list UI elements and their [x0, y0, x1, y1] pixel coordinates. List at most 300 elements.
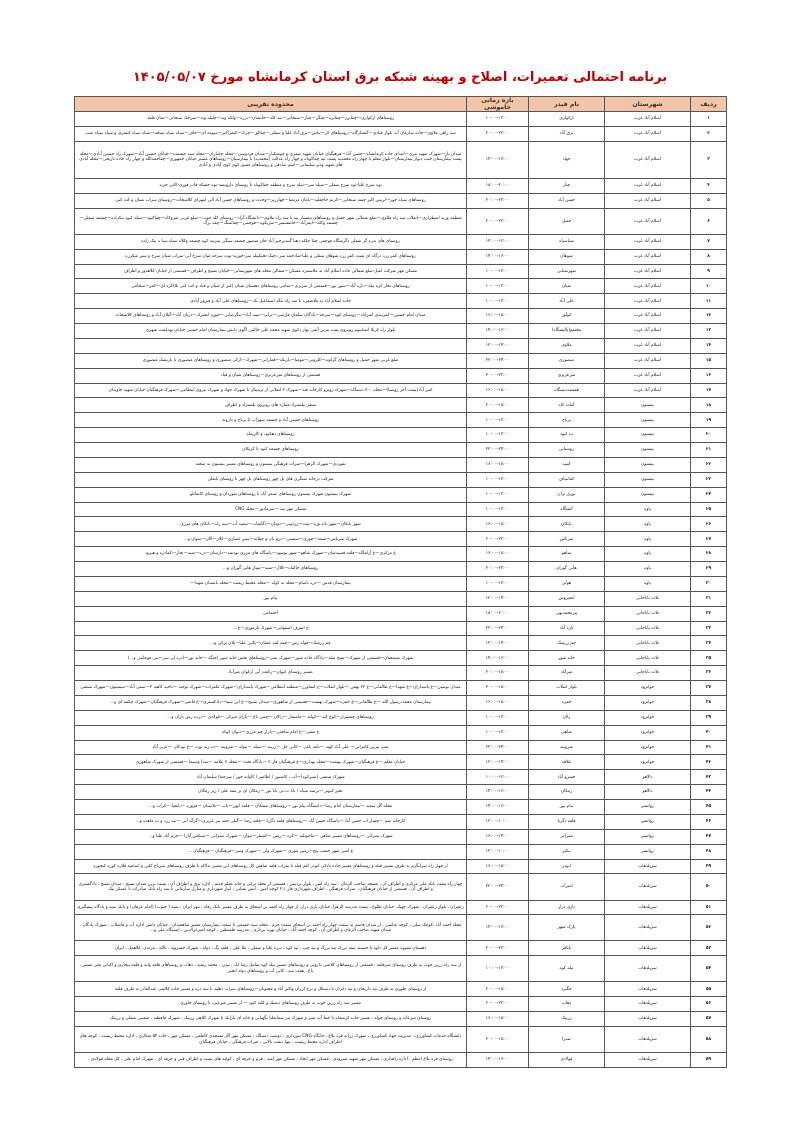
- cell-row: ۱۱: [691, 294, 727, 309]
- cell-feeder: کمانیباف: [529, 472, 605, 487]
- table-row: [75, 829, 727, 844]
- cell-feeder: میرعزیزی: [529, 368, 605, 383]
- cell-city: سرپلذهاب: [605, 915, 691, 941]
- cell-area: مسیر سه راه زرین جوب به طرف روستاهای دستک و کلیه کبود — از مسیر میرعبرد تا روستای جاوری: [75, 997, 467, 1012]
- cell-area: شهرک نصراتی —روستاهای مسیر شاهی —ماخونلیه —کره —ریس —کمنتئر—نیوان —شهرک نصراتی —سبکس آبارا —خرم آباد علیا و...: [75, 829, 467, 844]
- outage-schedule-table: [74, 96, 727, 1068]
- cell-area: محله گل سفید —بیمارستان امام رضا—دانشگاه پیام نور —روستاهای مشکان —قلعه ابهن—باب —بلاسنان —قروزه —بابجیا —کراب و...: [75, 800, 467, 815]
- cell-city: پاوه: [605, 502, 691, 517]
- cell-city: پاوه: [605, 576, 691, 591]
- cell-area: زعفران ، بلوار زعفران ، شهرک چهیاد، خیابان طلوع ، پست مدرسه الزهرا، خیابان بازی دراز، از چهار راه احمد بن اسحاق به طرف مسیر بانک رفاه ، مهر ایران ، سپه ( جنوب) (امام عرفان) و بانک سپه و پادگاه پیشگیری: [75, 900, 467, 915]
- cell-city: دالاهو: [605, 770, 691, 785]
- table-row: [75, 264, 727, 279]
- cell-time: ۱۰:۰۰–۱۲:۰۰: [467, 413, 529, 428]
- table-row: [75, 956, 727, 982]
- cell-city: سرپلذهاب: [605, 1053, 691, 1068]
- cell-time: ۱۲:۰۰–۱۴:۰۰: [467, 338, 529, 353]
- cell-time: ۲۰:۰۰–۲۲:۰۰: [467, 193, 529, 208]
- header-row-number: ردیف: [691, 97, 727, 112]
- cell-time: ۱۶:۰۰–۱۸:۰۰: [467, 547, 529, 562]
- cell-area: روستاهای تخار کره بیله—نازه آباد—سوز بوز—قسمتی از سربزی—تمامی روستاهای دهستان شیان (غیر از شیان و قباد و کت کنی بلا)کره ای—کمر—سحامی: [75, 279, 467, 294]
- cell-time: ۲۰:۰۰–۱۸:۰۰: [467, 398, 529, 413]
- cell-feeder: هفتصددستگاه: [529, 383, 605, 398]
- cell-row: ۷: [691, 234, 727, 249]
- table-row: [75, 710, 727, 725]
- cell-city: اسلام آباد غرب: [605, 368, 691, 383]
- cell-row: ۱۶: [691, 368, 727, 383]
- table-row: [75, 666, 727, 681]
- cell-time: ۱۴:۰۰–۱۶:۰۰: [467, 249, 529, 264]
- cell-row: ۵۲: [691, 915, 727, 941]
- table-row: [75, 1027, 727, 1053]
- cell-city: سرپلذهاب: [605, 900, 691, 915]
- cell-city: اسلام آباد غرب: [605, 112, 691, 127]
- table-row: [75, 800, 727, 815]
- cell-time: ۱۸:۰۰–۲۰:۰۰: [467, 179, 529, 194]
- table-row: [75, 1053, 727, 1068]
- cell-area: از چهار راه سرابگرم به طرف مسیر قبله و روستاهای مسیر جاده بادکی ابوذر اعم قبله تا سراب قلعه شاهین کل روستاهای این مسیر یدلاکه تا طرف روستاهای سرباخ کلین و اسامیه قلاره کوره کنجوره: [75, 859, 467, 874]
- cell-area: شهرک بیستون شهرک بیستون روستاهای سنقر آباد تا روستاهای نقوردان و روستای کاشانلو: [75, 487, 467, 502]
- cell-time: ۲۰:۰۰–۱۸:۰۰: [467, 1027, 529, 1053]
- cell-time: ۱۲:۰۰–۱۰:۰۰: [467, 844, 529, 859]
- cell-area: مسیر روستای کیوان—رکعت آبی ارکوان میرآباد: [75, 666, 467, 681]
- cell-city: اسلام آباد غرب: [605, 279, 691, 294]
- cell-feeder: زمکان: [529, 785, 605, 800]
- cell-feeder: برناج: [529, 413, 605, 428]
- cell-feeder: شیان: [529, 279, 605, 294]
- cell-city: اسلام آباد غرب: [605, 324, 691, 339]
- cell-row: ۴۹: [691, 859, 727, 874]
- cell-feeder: فولادی: [529, 1053, 605, 1068]
- cell-feeder: کتیبه: [529, 457, 605, 472]
- cell-city: اسلام آباد غرب: [605, 353, 691, 368]
- table-row: [75, 562, 727, 577]
- cell-time: ۱۰:۰۰–۱۲:۰۰: [467, 956, 529, 982]
- cell-area: شهرک سرباس—شمه—چوری—سنسی—درم بان و چیلانه—سپر عصاری—کلاز—الان—سوان و...: [75, 532, 467, 547]
- table-row: [75, 915, 727, 941]
- cell-area: ضلع غربی شهر حمیل و روستاهای گراوند—کلرونی—مومیا—بازیکه—قمارانی—شهرک—ارکی منصوری و روستاهای منصوری تا بازنشک منصوری: [75, 353, 467, 368]
- cell-city: اسلام آباد غرب: [605, 126, 691, 141]
- cell-city: جوانرود: [605, 681, 691, 696]
- cell-row: ۵۴: [691, 956, 727, 982]
- cell-row: ۴۰: [691, 725, 727, 740]
- cell-feeder: بیام نور: [529, 800, 605, 815]
- cell-area: سنقر بیلستراد مقاره های روبروی بلستراد و اطراف: [75, 398, 467, 413]
- cell-time: ۱۶:۰۰–۱۸:۰۰: [467, 517, 529, 532]
- cell-city: اسلام آباد غرب: [605, 294, 691, 309]
- cell-area: دهستان بشیوه مسیر کل داوه تا حسینه نیمه بزرک تپه بزرگ و تپه چپ ، تپه کوه ، دیزه علیا و سفلی ، ملا علی ، قلعه بگ ، دوله ، شهرک خسرویه ، تالله ، مرندی، کلاهمل ، ایران: [75, 941, 467, 956]
- cell-city: اسلام آباد غرب: [605, 309, 691, 324]
- cell-city: پاوه: [605, 532, 691, 547]
- cell-time: ۱۲:۰۰–۱۴:۰۰: [467, 591, 529, 606]
- cell-feeder: ابوذر: [529, 859, 605, 874]
- table-row: [75, 1012, 727, 1027]
- table-row: [75, 636, 727, 651]
- table-row: [75, 294, 727, 309]
- cell-row: ۹: [691, 264, 727, 279]
- cell-row: ۴۲: [691, 755, 727, 770]
- cell-feeder: نیکیز: [529, 844, 605, 859]
- cell-row: ۴۸: [691, 844, 727, 859]
- cell-row: ۵۶: [691, 997, 727, 1012]
- table-row: [75, 502, 727, 517]
- cell-time: ۱۶:۰۰–۱۸:۰۰: [467, 309, 529, 324]
- cell-time: ۱۰:۰۰–۱۲:۰۰: [467, 710, 529, 725]
- cell-city: سرپلذهاب: [605, 874, 691, 900]
- cell-city: ثلاث باباجانی: [605, 591, 691, 606]
- cell-feeder: شوهان: [529, 249, 605, 264]
- table-row: [75, 126, 727, 141]
- cell-time: ۲۰:۰۰–۲۲:۰۰: [467, 368, 529, 383]
- table-row: [75, 487, 727, 502]
- cell-row: ۳۳: [691, 621, 727, 636]
- table-row: [75, 141, 727, 178]
- table-row: [75, 576, 727, 591]
- cell-row: ۲۵: [691, 502, 727, 517]
- cell-time: ۲۰:۰۰–۲۲:۰۰: [467, 208, 529, 234]
- table-row: [75, 398, 727, 413]
- cell-time: ۲۰:۰۰–۲۲:۰۰: [467, 941, 529, 956]
- cell-city: جوانرود: [605, 710, 691, 725]
- cell-city: اسلام آباد غرب: [605, 249, 691, 264]
- cell-time: ۲۲:۰۰–۲۴:۰۰: [467, 621, 529, 636]
- cell-time: ۲۰:۰۰–۲۲:۰۰: [467, 562, 529, 577]
- cell-feeder: روستایی: [529, 443, 605, 458]
- cell-feeder: حمیل: [529, 208, 605, 234]
- cell-row: ۲۸: [691, 547, 727, 562]
- cell-row: ۱۲: [691, 309, 727, 324]
- cell-city: سرپلذهاب: [605, 1027, 691, 1053]
- cell-row: ۳۱: [691, 591, 727, 606]
- cell-row: ۵: [691, 193, 727, 208]
- cell-feeder: بلوار انقلاب: [529, 681, 605, 696]
- table-row: [75, 208, 727, 234]
- table-row: [75, 844, 727, 859]
- header-city: شهرستان: [605, 97, 691, 112]
- cell-time: ۱۴:۰۰–۱۶:۰۰: [467, 324, 529, 339]
- cell-feeder: منصوری: [529, 353, 605, 368]
- table-row: [75, 785, 727, 800]
- table-row: [75, 591, 727, 606]
- cell-city: اسلام آباد غرب: [605, 234, 691, 249]
- cell-feeder: جهاد: [529, 141, 605, 178]
- cell-city: روانسر: [605, 829, 691, 844]
- cell-time: ۲۲:۰۰–۲۴:۰۰: [467, 740, 529, 755]
- table-row: [75, 755, 727, 770]
- cell-city: بیستون: [605, 487, 691, 502]
- cell-time: ۱۶:۰۰–۱۸:۰۰: [467, 859, 529, 874]
- cell-city: بیستون: [605, 443, 691, 458]
- table-row: [75, 193, 727, 208]
- cell-city: ثلاث باباجانی: [605, 651, 691, 666]
- cell-area: شرکت درخانه سنگری های پل چهر روستاهای پل چهر تا روستای بابعلی: [75, 472, 467, 487]
- cell-row: ۴۳: [691, 770, 727, 785]
- cell-time: ۱۰:۰۰–۱۲:۰۰: [467, 502, 529, 517]
- cell-feeder: نوزی بران: [529, 487, 605, 502]
- cell-area: شهرک صنعتی (شیرکوه)—آب ، کانسور / اطاصر / کاوانه خور / سرجنة/ سلیمان آباد: [75, 770, 467, 785]
- cell-time: ۱۰:۰۰–۱۲:۰۰: [467, 264, 529, 279]
- cell-time: ۱۲:۰۰–۱۴:۰۰: [467, 636, 529, 651]
- cell-area: روستاهای ارکوازی—چقاترر—چقاتره—چنگر—چتار—سبحانی—تیه کله—خانشان—بزره—ولکه وند—چلبله وند—سرخک سبحانی—میان قلعه: [75, 112, 467, 127]
- cell-feeder: خسرو آباد: [529, 770, 605, 785]
- table-row: [75, 532, 727, 547]
- cell-area: پیام نور: [75, 591, 467, 606]
- cell-feeder: قلعه دگریا: [529, 814, 605, 829]
- cell-feeder: شاهی: [529, 725, 605, 740]
- cell-city: جوانرود: [605, 695, 691, 710]
- cell-area: بیمارستان قدس —دره باسام—محله ته کوله —محله محیط زیست—محله بانصبان شهدا—: [75, 576, 467, 591]
- cell-area: خیابان معلم —ع فرهنگیان—شهرک بهشت—محله بهداری—ع فرهنگیان فاز ۲ —پادگاه تخت —محله ۳ علامه —صدا وسیما —قسمتی از شهرک شاهوزی: [75, 755, 467, 770]
- cell-time: ۲۲:۰۰–۲۴:۰۰: [467, 443, 529, 458]
- cell-city: بیستون: [605, 428, 691, 443]
- cell-area: روستای های بدره گز شفلی دگرشگاه قوجمی چقا خلکه دهنا گنبدبرخیر آباد خان منصور چشمه سنگی سربند کوه چشمه وکلاه سیاه سیا ه بیک زاده: [75, 234, 467, 249]
- table-row: [75, 112, 727, 127]
- cell-time: ۱۶:۰۰–۱۴:۰۰: [467, 829, 529, 844]
- cell-time: ۲۰:۰۰–۱۸:۰۰: [467, 982, 529, 997]
- cell-area: روستاهای چمسرار—کوچ کپه —کولته —مامشار —زالان —چمی باغ —بازان میرکی —قولادی —درده رش بازان و...: [75, 710, 467, 725]
- table-row: [75, 353, 727, 368]
- cell-area: مسکن مهر تپه —سرمادور—محله CNG: [75, 502, 467, 517]
- table-row: [75, 368, 727, 383]
- table-row: [75, 874, 727, 900]
- cell-time: ۱۰:۰۰–۱۲:۰۰: [467, 487, 529, 502]
- table-row: [75, 982, 727, 997]
- cell-time: ۲۰:۰۰–۲۲:۰۰: [467, 126, 529, 141]
- cell-area: روستاهای چشمه کبود تا کربکان: [75, 443, 467, 458]
- cell-feeder: تیله کوه: [529, 956, 605, 982]
- cell-city: پاوه: [605, 517, 691, 532]
- cell-city: بیستون: [605, 398, 691, 413]
- cell-row: ۲: [691, 126, 727, 141]
- table-row: [75, 457, 727, 472]
- cell-area: روستای قره بلاغ اعظم ، اداره راهداری ، مسکن مهر شهید شیرودی ، مسکن مهر اتحاد ، مسکن مهر امید ، قرم و حرفه ای ، کوچه های پشت و اطراف فنی و حرفه ای ، شهرک امام علی ، کل محله قولادی ،: [75, 1053, 467, 1068]
- cell-area: قسمتی از روستاهای میرعزیزی—روستاهای شیان و قباد: [75, 368, 467, 383]
- table-row: [75, 621, 727, 636]
- cell-time: ۱۰:۰۰–۱۲:۰۰: [467, 770, 529, 785]
- cell-area: از روستای جلوزی به طرف تپه داریخان و تپه دابران تا دستکل و برج لرزان واکبر آباد و مجنونان—روستاهای سراب دهلیه تا سه دره و مسیر جاده کلاشی عبدالقادر به طرف قلعه: [75, 982, 467, 997]
- cell-area: تخیر کبوتر —پرشه سیاه / بابا ت.تی بابا نور —زمکان ای بر تنقه علی / زیر زمکان: [75, 785, 467, 800]
- cell-area: ع امنی شهر حسب پنج—زمین تنوری —شهرک ولی —شهرک وسر—فرهنگیان —فرهنگیان ...: [75, 844, 467, 859]
- cell-city: بیستون: [605, 413, 691, 428]
- cell-feeder: هانی گوران: [529, 562, 605, 577]
- cell-time: ۱۴:۰۰–۱۶:۰۰: [467, 651, 529, 666]
- cell-time: ۱۴:۰۰–۱۶:۰۰: [467, 915, 529, 941]
- cell-feeder: هولی: [529, 576, 605, 591]
- cell-feeder: چنار: [529, 179, 605, 194]
- cell-city: سرپلذهاب: [605, 982, 691, 997]
- cell-city: اسلام آباد غرب: [605, 208, 691, 234]
- cell-feeder: زرینک: [529, 1012, 605, 1027]
- cell-time: ۱۶:۰۰–۱۸:۰۰: [467, 695, 529, 710]
- table-row: [75, 443, 727, 458]
- table-row: [75, 695, 727, 710]
- cell-row: ۳: [691, 141, 727, 178]
- cell-city: اسلام آباد غرب: [605, 179, 691, 194]
- table-row: [75, 941, 727, 956]
- cell-feeder: میرآباد: [529, 666, 605, 681]
- cell-time: ۱۸:۰۰–۲۰:۰۰: [467, 606, 529, 621]
- cell-row: ۱۸: [691, 398, 727, 413]
- cell-area: چم زرشک—قوله رش—چمه لمه عثمان—پلانی علیا—پلان ترکی و...: [75, 636, 467, 651]
- cell-feeder: نصراتی: [529, 829, 605, 844]
- cell-area: منطقه وزنه اضطراری—انقلاب سه راه ملاوی—ضلع شمالی شهر حمیل و روستاهای تیمسار بیه تا سه راه ملاوی—دانشگاه آزاد—روستای کله جوب—ضلع غربی شروکاه—چقاکبود—سیله کبود بیکزاده—چشمه سفلی—چشمه وکله—ایمرآباد—خاتمسفیر—سریکوه—قوجمی—چقاسنگ—چقه برگ: [75, 208, 467, 234]
- cell-time: ۱۶:۰۰–۱۸:۰۰: [467, 383, 529, 398]
- cell-feeder: ده کبود: [529, 428, 605, 443]
- cell-row: ۲۱: [691, 443, 727, 458]
- cell-area: [75, 338, 467, 353]
- cell-area: چهار راه پشت بانک ملی مرکزی و اطراف آن ، مسجد صاحب الزمان ، سه راه امیر ، بلوار بردیس ، قسمتی از محله ترانی و خانه معلم قدیم ، اداره برق و اطراف آن ، پست بزین میدان بسیج ، میدان بسیج ، دادگستری و اطراف آن ، قسمتی از خیابان فرهنگیان ، میراث فرهنگی ، اطراف شهرداری فاز ۲٫۱ کوچه امین ، آتش نشانی ، انبار شهرداری و منازل سازمانی تا سه راه بانک صادرات تا عسکر بیک: [75, 874, 467, 900]
- cell-row: ۴۱: [691, 740, 727, 755]
- cell-feeder: بابکان: [529, 517, 605, 532]
- cell-feeder: برق آباد: [529, 126, 605, 141]
- cell-feeder: ارکوازی: [529, 112, 605, 127]
- cell-time: ۲۰:۰۰–۱۸:۰۰: [467, 681, 529, 696]
- cell-row: ۱۹: [691, 413, 727, 428]
- cell-row: ۳۹: [691, 710, 727, 725]
- table-row: [75, 900, 727, 915]
- cell-feeder: ذهاب: [529, 997, 605, 1012]
- cell-time: ۱۰:۰۰–۱۲:۰۰: [467, 428, 529, 443]
- cell-area: نقوردی—شهرک الزهرا—میراث فرهنگی بیستون و روستاهای مسیر بیستون به صحنه: [75, 457, 467, 472]
- cell-row: ۲۷: [691, 532, 727, 547]
- cell-city: دالاهو: [605, 785, 691, 800]
- table-row: [75, 997, 727, 1012]
- table-row: [75, 740, 727, 755]
- cell-area: امیر آباد(پست آخر روستا)—محله ۷۰۰ دستگاه—شهرک روبرو کارخانه قند—شهرک ۲ انقلابی از ترمینال تا شهرک جهاد و شهرک نیروی انتظامی—شهرک فرهنگیان خیابان شهید جاویدان: [75, 383, 467, 398]
- cell-time: ۱۴:۰۰–۱۶:۰۰: [467, 785, 529, 800]
- cell-row: ۱: [691, 112, 727, 127]
- cell-area: روستاهای حسین آباد و چشمه سهراب تا برناج و دارونه: [75, 413, 467, 428]
- cell-time: ۱۴:۰۰–۱۶:۰۰: [467, 800, 529, 815]
- cell-feeder: زلان: [529, 710, 605, 725]
- cell-city: اسلام آباد غرب: [605, 193, 691, 208]
- cell-feeder: شاهو: [529, 547, 605, 562]
- cell-row: ۲۶: [691, 517, 727, 532]
- cell-row: ۳۵: [691, 651, 727, 666]
- cell-feeder: صدرا: [529, 1027, 605, 1053]
- header-feeder: نام فیدر: [529, 97, 605, 112]
- cell-time: ۱۴:۰۰–۱۲:۰۰: [467, 234, 529, 249]
- cell-row: ۴۴: [691, 785, 727, 800]
- cell-row: ۵۰: [691, 874, 727, 900]
- cell-area: ع مفتی—ع امام شافعی—بازار چم مرزی—دیوان کوکه: [75, 725, 467, 740]
- cell-feeder: پارک شهر: [529, 915, 605, 941]
- cell-city: جوانرود: [605, 725, 691, 740]
- cell-row: ۳۰: [691, 576, 727, 591]
- table-row: [75, 338, 727, 353]
- cell-city: پاوه: [605, 562, 691, 577]
- cell-city: اسلام آباد غرب: [605, 264, 691, 279]
- table-header-row: [75, 97, 727, 112]
- cell-row: ۳۴: [691, 636, 727, 651]
- cell-feeder: سرباس: [529, 532, 605, 547]
- cell-row: ۱۰: [691, 279, 727, 294]
- cell-time: ۱۴:۰۰–۱۶:۰۰: [467, 1053, 529, 1068]
- cell-feeder: بازی دراز: [529, 900, 605, 915]
- cell-feeder: مجتمع(پالیشگاه): [529, 324, 605, 339]
- table-row: [75, 324, 727, 339]
- cell-city: اسلام آباد غرب: [605, 338, 691, 353]
- cell-time: ۲۰:۰۰–۲۲:۰۰: [467, 997, 529, 1012]
- cell-city: روانسر: [605, 800, 691, 815]
- table-row: [75, 814, 727, 829]
- table-row: [75, 234, 727, 249]
- cell-feeder: آتشگاه: [529, 502, 605, 517]
- cell-row: ۴: [691, 179, 727, 194]
- cell-row: ۱۷: [691, 383, 727, 398]
- cell-row: ۱۴: [691, 338, 727, 353]
- table-row: [75, 179, 727, 194]
- cell-area: احتمامی: [75, 606, 467, 621]
- cell-area: ع اشرف اصفهانی—شهرک تازموری—ع....: [75, 621, 467, 636]
- cell-feeder: شروینه: [529, 740, 605, 755]
- cell-area: کارخانه سم —چمیاز اب حسن آباد —پاسگاه حسن آباد —روستاهای قلعه دگریا —قلعه رضا —گیلی جمه بیر عزیزی—گرگه آبی —تیه زرد و ده ماهده و...: [75, 814, 467, 829]
- cell-feeder: پیرمحمدیهی: [529, 606, 605, 621]
- cell-row: ۴۶: [691, 814, 727, 829]
- cell-area: سه راهی ملاوی—جاده سازمان آب بلوار قبادی—گشتارگاه—روستاهای کر—بناس—برق آباد علیا و سفلی—چقالق—چرک—کتمراکبر—سومه ای—حاف—سیاه سیاه شیخه—سیاه سیاه کیمنری و سیاه سیاه عیب: [75, 126, 467, 141]
- cell-time: ۱۰:۰۰–۱۲:۰۰: [467, 294, 529, 309]
- cell-city: سرپلذهاب: [605, 859, 691, 874]
- cell-feeder: خانه شور: [529, 651, 605, 666]
- cell-feeder: علی آباد: [529, 294, 605, 309]
- cell-time: ۱۰:۰۰–۱۲:۰۰: [467, 472, 529, 487]
- cell-row: ۵۸: [691, 1027, 727, 1053]
- cell-row: ۲۰: [691, 428, 727, 443]
- cell-time: ۱۰:۰۰–۱۲:۰۰: [467, 112, 529, 127]
- cell-area: از سه راه زرین جوب به طرف روستای سرقلعه ، قسمتی از روستاهای کلاشی دارویی و روستاهای مسیر تیله کوه شامل رضا اباد ، بیژن ، محمد رشید ، ذهاب و روستاهای قلعه وایه و قلعه بیجاری و اکبانی یخی مسیر ، باغ ، هفت سه ، کانی آب و روستاهای دوله انجیر: [75, 956, 467, 982]
- cell-city: سرپلذهاب: [605, 997, 691, 1012]
- cell-area: ع مرکزی—ع آرامگاه—قلعه قسیدشان—شهرک شاهو—شهر نوسود—پاسگاه های مرزی نودشه—دارسان—دره—شنه—نجار—کمادره و هیرود: [75, 547, 467, 562]
- cell-time: ۱۶:۰۰–۱۸:۰۰: [467, 457, 529, 472]
- cell-row: ۴۷: [691, 829, 727, 844]
- cell-row: ۵۳: [691, 941, 727, 956]
- cell-city: اسلام آباد غرب: [605, 383, 691, 398]
- cell-area: محله احمد آباد ،کوچک سلی ، کوچه عباسی ، از میدان قاسم به سمت چهار راه احمد بن اسحاق سمت حرم ، محله سید جسمی تا سمت بیمارستان مسیر شاهمیدان ، خیابان دانش اداره آب و فاضلاب ، شهرک پادگان ، میدان شهید صاحب الزمان و اطراف آن ، کوچه احمد آباد ، خیابان بهره برداری ، مدرسه فلسطین ، کوچه امیرعزالدین ، ایستگاه ملی و...: [75, 915, 467, 941]
- table-row: [75, 651, 727, 666]
- cell-row: ۸: [691, 249, 727, 264]
- cell-city: سرپلذهاب: [605, 1012, 691, 1027]
- cell-feeder: انجیروس: [529, 591, 605, 606]
- cell-area: شهر بابکان—شهر بانه وره—نیت—زردوبی—دودان—دگامیاب—سفید آب—سه راه—بابکان های مرزی: [75, 517, 467, 532]
- cell-area: جاده اسلام آباد به ملاشمره تا سه راه تنگه اسماعیل بک—روستاهای علی آباد و فیروز آبادی: [75, 294, 467, 309]
- cell-city: روانسر: [605, 844, 691, 859]
- cell-row: ۳۲: [691, 606, 727, 621]
- table-row: [75, 606, 727, 621]
- cell-area: روستاهای خالقاه—کلال—شنه—پمپاژ هانی گوران و...: [75, 562, 467, 577]
- cell-city: ثلاث باباجانی: [605, 666, 691, 681]
- cell-row: ۶: [691, 208, 727, 234]
- table-row: [75, 681, 727, 696]
- cell-area: میدان نوشین—ع پاسداران—ع شهدا—ع طالقانی—ع ۲۲ بهمن —بلوار انقلاب—ع کشاورز—منطقه انتظامی—شهرک پاسداران—شهرک علمزاده—شهرک توحید —ناحیه کاهیه ۲—صفی آباد—سیقیتون—شهرک صنعتی: [75, 681, 467, 696]
- header-time: بازه زمانی خاموشی: [467, 97, 529, 112]
- cell-row: ۵۵: [691, 982, 727, 997]
- cell-feeder: آماده کاه: [529, 398, 605, 413]
- cell-time: ۱۰:۰۰–۱۲:۰۰: [467, 279, 529, 294]
- cell-feeder: شهرستانی: [529, 264, 605, 279]
- cell-row: ۴۵: [691, 800, 727, 815]
- table-row: [75, 472, 727, 487]
- cell-area: روستای میرعابد و روستای جوله ، مسیر جاده کرمشاه تا خط آب شیر و شهرک تیر سمانعلیا نگهبانی و خانه ای بارانک تا شهرک کلاهی زرینک ، شهرک حافظیه ، شعیبی شفلی و زرینک: [75, 1012, 467, 1027]
- cell-area: توه سرخ علیا-توه سرخ سفلی—سیله سر—سله سرخ و منطقه چقاکوتاه تا روستای دارویشه-توه خشکه-قاب قوزی-کانی خرید: [75, 179, 467, 194]
- table-row: [75, 859, 727, 874]
- cell-feeder: حمزه: [529, 695, 605, 710]
- cell-area: پمپ بنزین کامرانی— علی آباد کهنه —نامه باغی —کانی خل —زرینه —سیله —بیوله —شروینه —ده زنه بوت —ع تودکان —عزیز آباد: [75, 740, 467, 755]
- cell-time: ۲۰:۰۰–۲۲:۰۰: [467, 532, 529, 547]
- table-row: [75, 770, 727, 785]
- cell-feeder: جگیرد: [529, 982, 605, 997]
- cell-row: ۳۷: [691, 681, 727, 696]
- cell-city: پاوه: [605, 547, 691, 562]
